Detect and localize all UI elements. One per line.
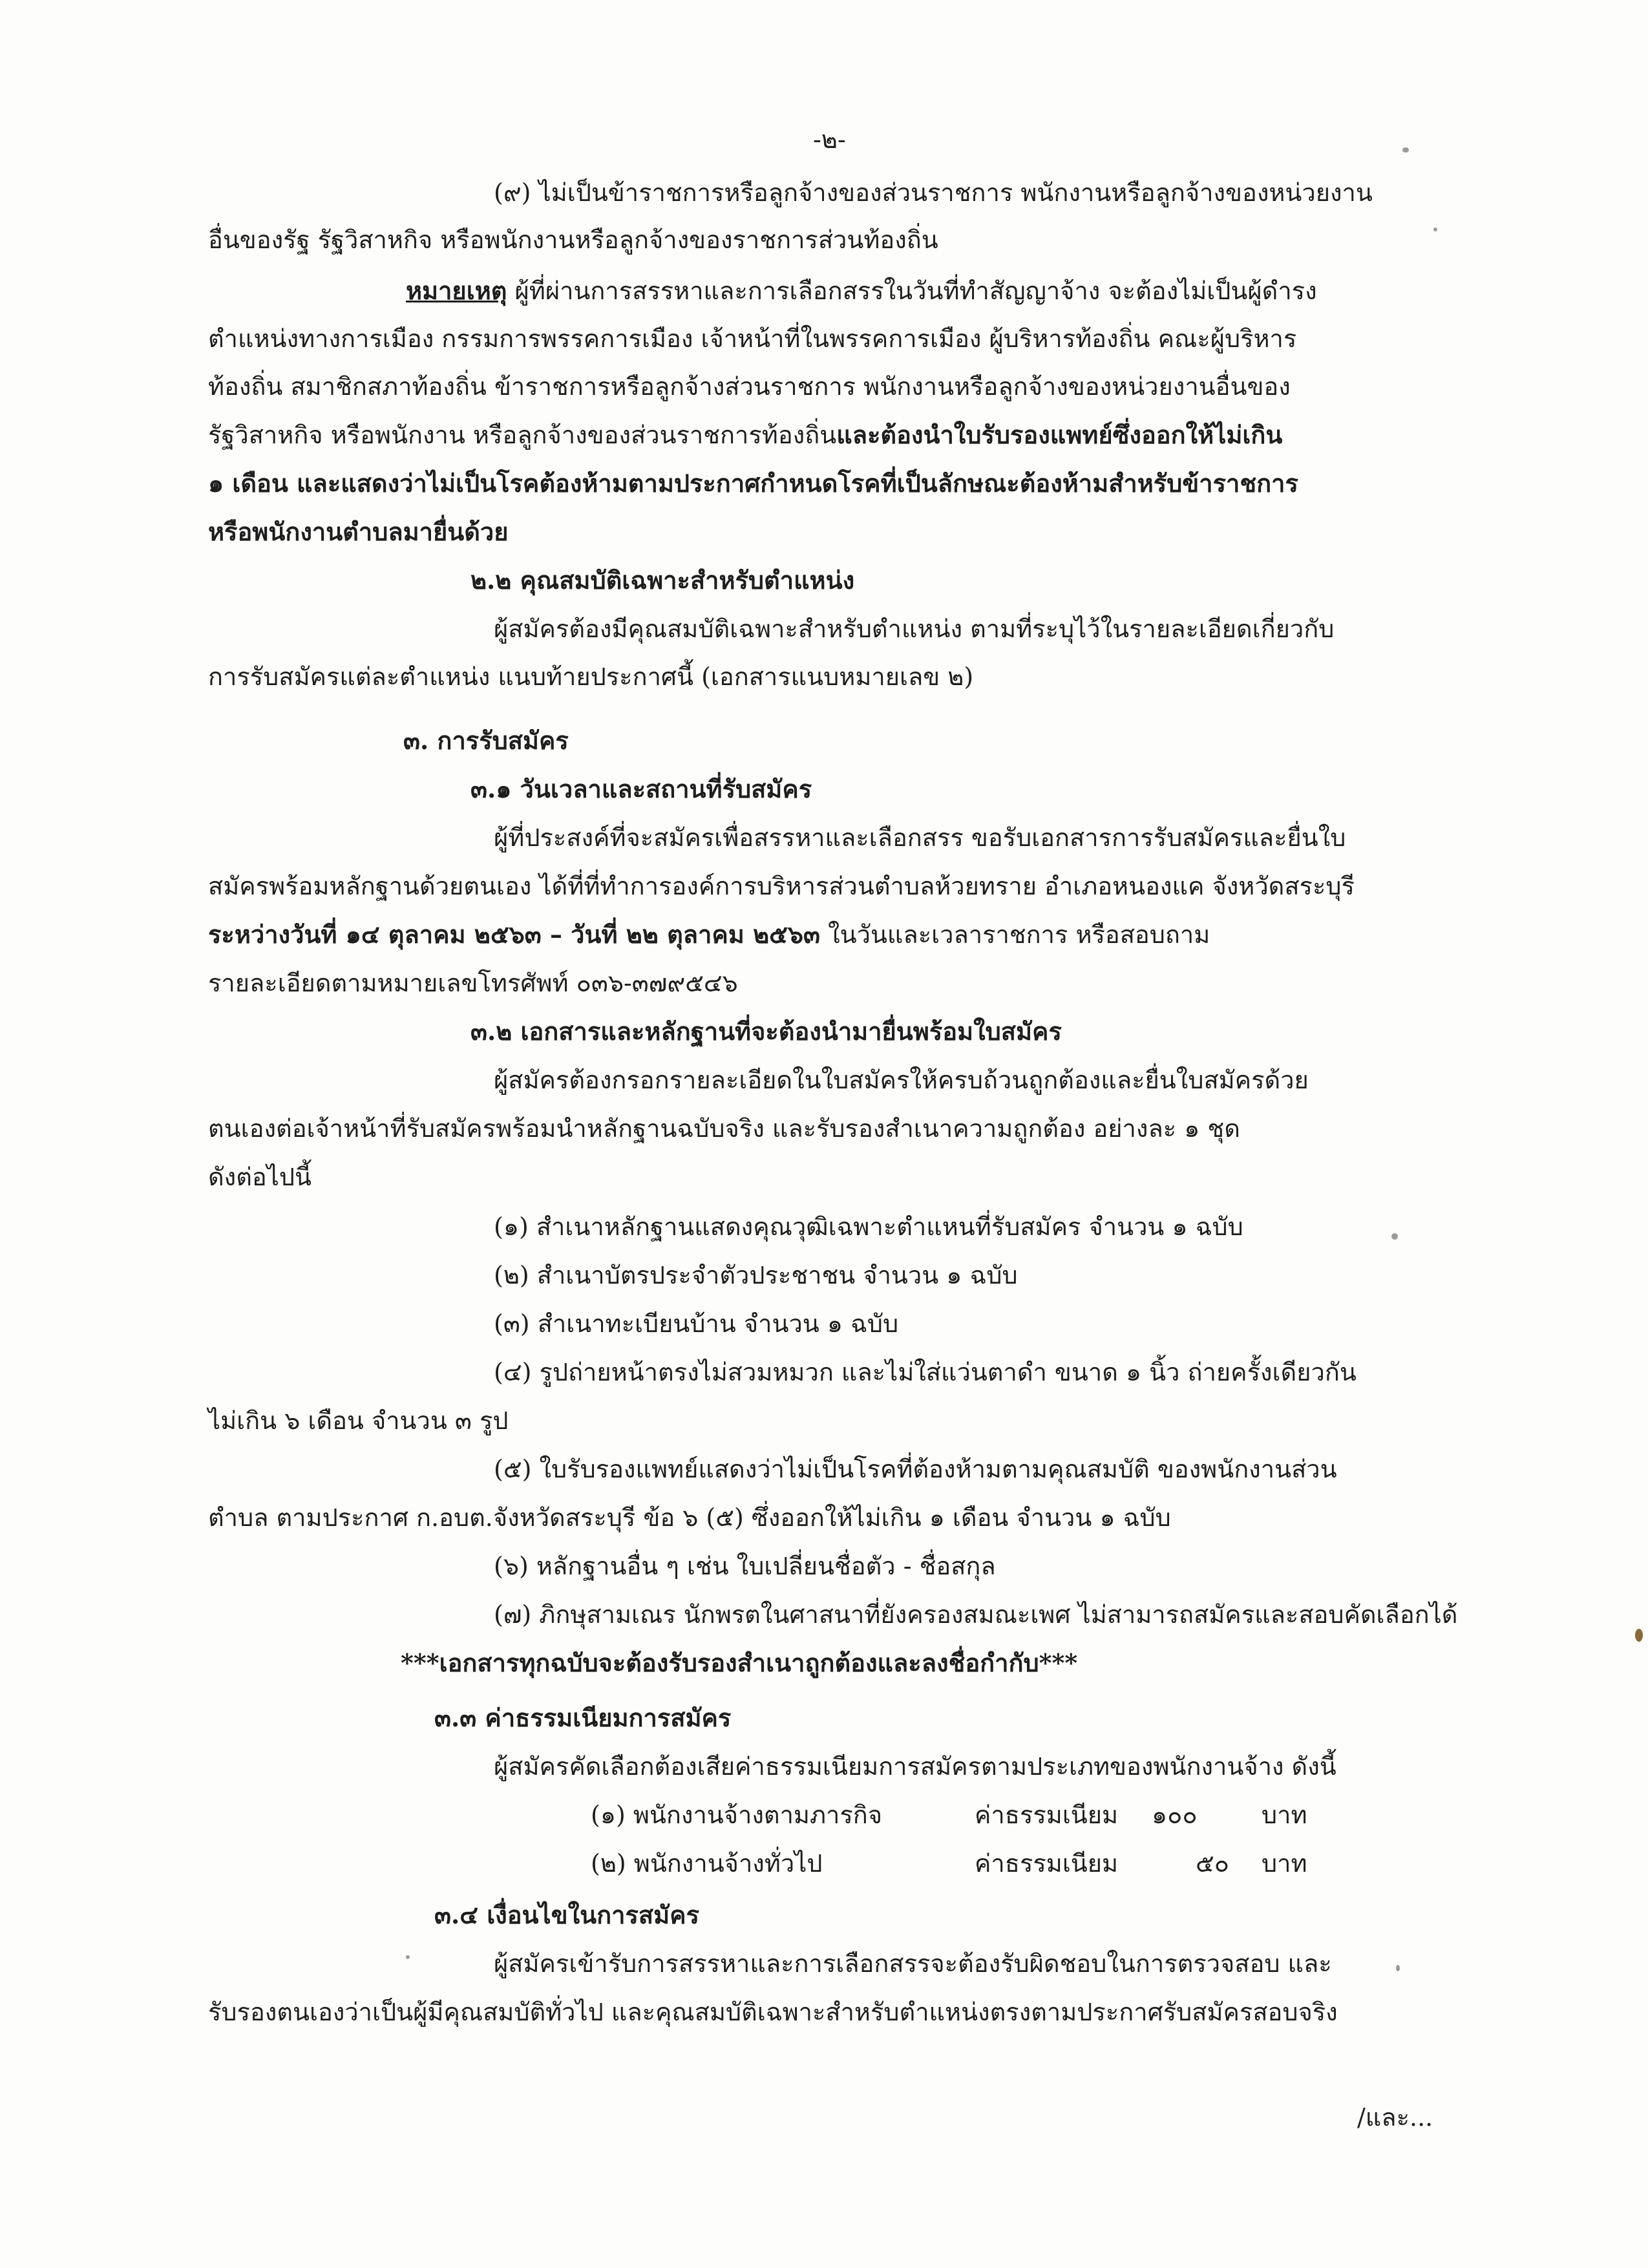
section-3-heading: ๓. การรับสมัคร bbox=[403, 726, 569, 755]
section-3-1-text-3: ในวันและเวลาราชการ หรือสอบถาม bbox=[820, 920, 1210, 949]
fee-row-1-unit: บาท bbox=[1262, 1801, 1307, 1829]
section-3-1-line-3 bbox=[208, 917, 1210, 953]
section-3-1-line-1: ผู้ที่ประสงค์ที่จะสมัครเพื่อสรรหาและเลือกสรร ขอรับเอกสารการรับสมัครและยื่นใบ bbox=[494, 823, 1346, 852]
document-item-3: (๓) สำเนาทะเบียนบ้าน จำนวน ๑ ฉบับ bbox=[494, 1309, 899, 1338]
section-3-2-line-3: ดังต่อไปนี้ bbox=[208, 1163, 312, 1191]
section-2-2-line-2: การรับสมัครแต่ละตำแหน่ง แนบท้ายประกาศนี้ (เอกสารแนบหมายเลข ๒) bbox=[208, 662, 974, 691]
section-3-4-line-2: รับรองตนเองว่าเป็นผู้มีคุณสมบัติทั่วไป และคุณสมบัติเฉพาะสำหรับตำแหน่งตรงตามประกาศรับสมัครสอบจริง bbox=[208, 1998, 1338, 2026]
scan-speck bbox=[1433, 228, 1437, 231]
note-text-4-plain: รัฐวิสาหกิจ หรือพนักงาน หรือลูกจ้างของส่วนราชการท้องถิ่น bbox=[208, 421, 837, 449]
section-2-2-line-1: ผู้สมัครต้องมีคุณสมบัติเฉพาะสำหรับตำแหน่ง ตามที่ระบุไว้ในรายละเอียดเกี่ยวกับ bbox=[494, 615, 1335, 643]
continuation-marker: /และ... bbox=[1357, 2103, 1433, 2132]
fee-row-1-amount: ๑๐๐ bbox=[1152, 1801, 1198, 1829]
note-label: หมายเหตุ bbox=[406, 276, 507, 305]
fee-row-2-amount: ๕๐ bbox=[1196, 1849, 1229, 1878]
document-item-5: (๕) ใบรับรองแพทย์แสดงว่าไม่เป็นโรคที่ต้องห้ามตามคุณสมบัติ ของพนักงานส่วน bbox=[494, 1455, 1337, 1483]
section-3-2-heading: ๓.๒ เอกสารและหลักฐานที่จะต้องนำมายื่นพร้อมใบสมัคร bbox=[470, 1017, 1062, 1046]
note-line-2: ตำแหน่งทางการเมือง กรรมการพรรคการเมือง เจ้าหน้าที่ในพรรคการเมือง ผู้บริหารท้องถิ่น คณะผู้บริหาร bbox=[208, 324, 1297, 353]
scan-speck bbox=[1635, 1629, 1643, 1642]
section-3-4-heading: ๓.๔ เงื่อนไขในการสมัคร bbox=[434, 1900, 699, 1929]
section-3-1-line-4: รายละเอียดตามหมายเลขโทรศัพท์ ๐๓๖-๓๗๙๕๔๖ bbox=[208, 969, 738, 997]
note-line-5: ๑ เดือน และแสดงว่าไม่เป็นโรคต้องห้ามตามประกาศกำหนดโรคที่เป็นลักษณะต้องห้ามสำหรับข้าราชการ bbox=[208, 469, 1298, 498]
document-item-4: (๔) รูปถ่ายหน้าตรงไม่สวมหมวก และไม่ใส่แว่นตาดำ ขนาด ๑ นิ้ว ถ่ายครั้งเดียวกัน bbox=[494, 1358, 1357, 1386]
section-3-3-line-1: ผู้สมัครคัดเลือกต้องเสียค่าธรรมเนียมการสมัครตามประเภทของพนักงานจ้าง ดังนี้ bbox=[494, 1752, 1336, 1781]
application-period: ระหว่างวันที่ ๑๔ ตุลาคม ๒๕๖๓ – วันที่ ๒๒ ตุลาคม ๒๕๖๓ bbox=[208, 920, 820, 949]
section-3-2-line-1: ผู้สมัครต้องกรอกรายละเอียดในใบสมัครให้ครบถ้วนถูกต้องและยื่นใบสมัครด้วย bbox=[494, 1066, 1309, 1094]
fee-row-2-type: (๒) พนักงานจ้างทั่วไป bbox=[591, 1849, 823, 1878]
section-3-4-line-1: ผู้สมัครเข้ารับการสรรหาและการเลือกสรรจะต้องรับผิดชอบในการตรวจสอบ และ bbox=[494, 1949, 1332, 1978]
fee-row-2-label: ค่าธรรมเนียม bbox=[975, 1849, 1119, 1878]
certify-note: ***เอกสารทุกฉบับจะต้องรับรองสำเนาถูกต้องและลงชื่อกำกับ*** bbox=[401, 1648, 1078, 1677]
section-3-3-heading: ๓.๓ ค่าธรรมเนียมการสมัคร bbox=[434, 1703, 732, 1732]
note-line-4 bbox=[208, 417, 1282, 453]
scan-speck bbox=[1396, 1965, 1400, 1971]
page-number: -๒- bbox=[813, 125, 846, 154]
qualification-9-line-2: อื่นของรัฐ รัฐวิสาหกิจ หรือพนักงานหรือลูกจ้างของราชการส่วนท้องถิ่น bbox=[208, 226, 938, 254]
scan-speck bbox=[406, 1955, 410, 1959]
note-line-3: ท้องถิ่น สมาชิกสภาท้องถิ่น ข้าราชการหรือลูกจ้างส่วนราชการ พนักงานหรือลูกจ้างของหน่วยงานอื่นของ bbox=[208, 372, 1291, 401]
note-line-1 bbox=[406, 273, 1317, 309]
section-3-1-heading: ๓.๑ วันเวลาและสถานที่รับสมัคร bbox=[470, 774, 812, 803]
scan-speck bbox=[1391, 1233, 1398, 1240]
section-3-1-line-2: สมัครพร้อมหลักฐานด้วยตนเอง ได้ที่ที่ทำการองค์การบริหารส่วนตำบลห้วยทราย อำเภอหนองแค จังหวัดสระบุรี bbox=[208, 872, 1355, 900]
document-item-7: (๗) ภิกษุสามเณร นักพรตในศาสนาที่ยังครองสมณะเพศ ไม่สามารถสมัครและสอบคัดเลือกได้ bbox=[494, 1600, 1458, 1629]
section-2-2-heading: ๒.๒ คุณสมบัติเฉพาะสำหรับตำแหน่ง bbox=[470, 566, 855, 595]
fee-row-2-unit: บาท bbox=[1262, 1849, 1307, 1878]
document-item-1: (๑) สำเนาหลักฐานแสดงคุณวุฒิเฉพาะตำแหนที่รับสมัคร จำนวน ๑ ฉบับ bbox=[494, 1213, 1243, 1241]
section-3-2-line-2: ตนเองต่อเจ้าหน้าที่รับสมัครพร้อมนำหลักฐานฉบับจริง และรับรองสำเนาความถูกต้อง อย่างละ ๑ ชุด bbox=[208, 1114, 1240, 1143]
qualification-9-text: (๙) ไม่เป็นข้าราชการหรือลูกจ้างของส่วนราชการ พนักงานหรือลูกจ้างของหน่วยงาน bbox=[494, 178, 1373, 207]
note-text-4-bold: และต้องนำใบรับรองแพทย์ซึ่งออกให้ไม่เกิน bbox=[836, 420, 1283, 449]
note-text-1: ผู้ที่ผ่านการสรรหาและการเลือกสรรในวันที่ทำสัญญาจ้าง จะต้องไม่เป็นผู้ดำรง bbox=[507, 277, 1317, 305]
scan-speck bbox=[1402, 147, 1409, 153]
document-item-4-cont: ไม่เกิน ๖ เดือน จำนวน ๓ รูป bbox=[208, 1406, 509, 1435]
qualification-9-line-1 bbox=[494, 175, 1445, 211]
note-line-6: หรือพนักงานตำบลมายื่นด้วย bbox=[208, 517, 509, 546]
fee-row-1-type: (๑) พนักงานจ้างตามภารกิจ bbox=[591, 1801, 883, 1829]
document-item-6: (๖) หลักฐานอื่น ๆ เช่น ใบเปลี่ยนชื่อตัว - ชื่อสกุล bbox=[494, 1552, 996, 1580]
document-item-5-cont: ตำบล ตามประกาศ ก.อบต.จังหวัดสระบุรี ข้อ ๖ (๕) ซึ่งออกให้ไม่เกิน ๑ เดือน จำนวน ๑ ฉบับ bbox=[208, 1503, 1171, 1532]
document-item-2: (๒) สำเนาบัตรประจำตัวประชาชน จำนวน ๑ ฉบับ bbox=[494, 1261, 1018, 1289]
fee-row-1-label: ค่าธรรมเนียม bbox=[975, 1801, 1119, 1829]
